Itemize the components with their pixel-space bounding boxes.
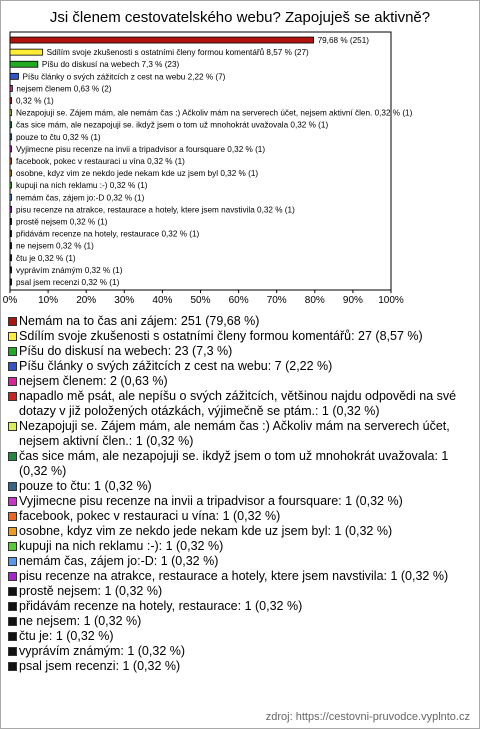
legend-text-20: psal jsem recenzi: 1 (0,32 %)	[19, 659, 181, 673]
legend-item-0	[8, 314, 470, 329]
x-tick-label-9: 90%	[342, 295, 363, 306]
legend-text-10: facebook, pokec v restauraci u vína: 1 (0,32 %)	[19, 509, 281, 523]
x-tick-label-7: 70%	[266, 295, 287, 306]
legend-swatch-1	[8, 332, 17, 341]
bar-17[interactable]	[10, 243, 12, 249]
source-credit[interactable]: zdroj: https://cestovni-pruvodce.vyplnto.cz	[265, 711, 470, 723]
legend-text-0: Nemám na to čas ani zájem: 251 (79,68 %)	[19, 314, 260, 328]
bar-4[interactable]	[10, 85, 12, 91]
legend-swatch-13	[8, 557, 17, 566]
legend-text-6: Nezapojuji se. Zájem mám, ale nemám čas :) Ačkoliv mám na serverech účet, nejsem aktivní člen.: 1 (0,32 %)	[19, 419, 450, 448]
legend-swatch-5	[8, 392, 17, 401]
legend-text-18: čtu je: 1 (0,32 %)	[19, 629, 114, 643]
legend-item-10	[8, 509, 470, 524]
legend-text-19: vyprávím známým: 1 (0,32 %)	[19, 644, 186, 658]
bar-label-4: nejsem členem 0,63 % (2)	[16, 84, 112, 94]
bar-label-3: Píšu články o svých zážitcích z cest na webu 2,22 % (7)	[22, 72, 226, 82]
legend-text-8: pouze to čtu: 1 (0,32 %)	[19, 479, 152, 493]
bar-1[interactable]	[10, 49, 43, 55]
legend-swatch-10	[8, 512, 17, 521]
legend-swatch-2	[8, 347, 17, 356]
legend-text-14: pisu recenze na atrakce, restaurace a hotely, ktere jsem navstivila: 1 (0,32 %)	[19, 569, 449, 583]
legend-item-5	[8, 389, 470, 419]
legend-item-14	[8, 569, 470, 584]
legend-text-2: Píšu do diskusí na webech: 23 (7,3 %)	[19, 344, 233, 358]
legend-item-15	[8, 584, 470, 599]
legend-item-17	[8, 614, 470, 629]
legend-item-7	[8, 449, 470, 479]
legend-item-3	[8, 359, 470, 374]
bar-label-6: Nezapojuji se. Zájem mám, ale nemám čas :) Ačkoliv mám na serverech účet, nejsem aktivní člen. 0,32 % (1)	[16, 108, 413, 118]
legend-swatch-17	[8, 617, 17, 626]
bar-20[interactable]	[10, 279, 12, 285]
x-tick-label-1: 10%	[38, 295, 59, 306]
legend-item-13	[8, 554, 470, 569]
legend-swatch-0	[8, 317, 17, 326]
bar-label-9: Vyjimecne pisu recenze na invii a tripadvisor a foursquare 0,32 % (1)	[16, 144, 266, 154]
bar-8[interactable]	[10, 134, 12, 140]
legend-item-12	[8, 539, 470, 554]
legend-item-8	[8, 479, 470, 494]
legend-swatch-15	[8, 587, 17, 596]
legend-item-19	[8, 644, 470, 659]
x-tick-label-6: 60%	[228, 295, 249, 306]
legend-item-16	[8, 599, 470, 614]
bar-12[interactable]	[10, 182, 12, 188]
bar-2[interactable]	[10, 61, 38, 67]
bar-16[interactable]	[10, 231, 12, 237]
legend-item-2	[8, 344, 470, 359]
legend-item-1	[8, 329, 470, 344]
bar-label-10: facebook, pokec v restauraci u vína 0,32 % (1)	[16, 157, 185, 166]
x-tick-label-5: 50%	[190, 295, 211, 306]
bar-label-13: nemám čas, zájem jo:-D 0,32 % (1)	[16, 193, 145, 203]
legend-swatch-8	[8, 482, 17, 491]
legend-item-6	[8, 419, 470, 449]
bar-label-8: pouze to čtu 0,32 % (1)	[16, 132, 101, 142]
legend-text-1: Sdílím svoje zkušenosti s ostatními členy formou komentářů: 27 (8,57 %)	[19, 329, 423, 343]
bar-label-1: Sdílím svoje zkušenosti s ostatními členy formou komentářů 8,57 % (27)	[46, 48, 309, 58]
legend-item-9	[8, 494, 470, 509]
bar-label-17: ne nejsem 0,32 % (1)	[16, 241, 94, 251]
legend-swatch-16	[8, 602, 17, 611]
bar-0[interactable]	[10, 37, 314, 43]
bar-chart	[0, 0, 480, 310]
legend-text-7: čas sice mám, ale nezapojuji se. ikdyž jsem o tom už mnohokrát uvažovala: 1 (0,32 %)	[19, 449, 449, 478]
legend-text-9: Vyjimecne pisu recenze na invii a tripadvisor a foursquare: 1 (0,32 %)	[19, 494, 403, 508]
legend-swatch-3	[8, 362, 17, 371]
bar-label-5: 0,32 % (1)	[16, 96, 54, 106]
x-tick-label-4: 40%	[152, 295, 173, 306]
legend-text-13: nemám čas, zájem jo:-D: 1 (0,32 %)	[19, 554, 219, 568]
bar-label-7: čas sice mám, ale nezapojuji se. ikdyž jsem o tom už mnohokrát uvažovala 0,32 % (1)	[16, 120, 329, 130]
bar-6[interactable]	[10, 110, 12, 116]
bar-label-15: prostě nejsem 0,32 % (1)	[16, 217, 108, 227]
legend-swatch-14	[8, 572, 17, 581]
legend-swatch-6	[8, 422, 17, 431]
legend-text-11: osobne, kdyz vim ze nekdo jede nekam kde uz jsem byl: 1 (0,32 %)	[19, 524, 393, 538]
legend-text-12: kupuji na nich reklamu :-): 1 (0,32 %)	[19, 539, 224, 553]
bar-label-16: přidávám recenze na hotely, restaurace 0,32 % (1)	[16, 229, 200, 239]
bar-label-14: pisu recenze na atrakce, restaurace a hotely, ktere jsem navstivila 0,32 % (1)	[16, 205, 295, 215]
legend-text-17: ne nejsem: 1 (0,32 %)	[19, 614, 142, 628]
legend-item-11	[8, 524, 470, 539]
bar-label-12: kupuji na nich reklamu :-) 0,32 % (1)	[16, 181, 148, 191]
legend-text-3: Píšu články o svých zážitcích z cest na webu: 7 (2,22 %)	[19, 359, 333, 373]
bar-9[interactable]	[10, 146, 12, 152]
legend-text-4: nejsem členem: 2 (0,63 %)	[19, 374, 168, 388]
legend-swatch-18	[8, 632, 17, 641]
x-tick-label-8: 80%	[304, 295, 325, 306]
chart-title: Jsi členem cestovatelského webu? Zapojuješ se aktivně?	[49, 9, 431, 26]
bar-13[interactable]	[10, 194, 12, 200]
chart-legend	[8, 314, 470, 674]
bar-label-20: psal jsem recenzi 0,32 % (1)	[16, 277, 120, 287]
legend-swatch-7	[8, 452, 17, 461]
legend-text-5: napadlo mě psát, ale nepíšu o svých zážitcích, většinou najdu odpovědi na své dotazy v již položených otázkách, výjimečně se ptám.: 1 (0,32 %)	[19, 389, 457, 418]
bar-10[interactable]	[10, 158, 12, 164]
bar-5[interactable]	[10, 98, 12, 104]
bar-15[interactable]	[10, 218, 12, 224]
legend-swatch-11	[8, 527, 17, 536]
bar-label-2: Píšu do diskusí na webech 7,3 % (23)	[41, 60, 180, 70]
legend-item-4	[8, 374, 470, 389]
x-tick-label-2: 20%	[76, 295, 97, 306]
x-tick-label-10: 100%	[378, 295, 404, 306]
legend-swatch-20	[8, 662, 17, 671]
x-tick-label-3: 30%	[114, 295, 135, 306]
legend-text-15: prostě nejsem: 1 (0,32 %)	[19, 584, 163, 598]
bar-label-0: 79,68 % (251)	[317, 36, 370, 46]
legend-swatch-19	[8, 647, 17, 656]
legend-swatch-12	[8, 542, 17, 551]
bar-label-11: osobne, kdyz vim ze nekdo jede nekam kde uz jsem byl 0,32 % (1)	[16, 169, 259, 179]
bar-label-18: čtu je 0,32 % (1)	[16, 253, 76, 263]
legend-item-18	[8, 629, 470, 644]
bar-19[interactable]	[10, 267, 12, 273]
x-tick-label-0: 0%	[2, 295, 18, 306]
legend-swatch-4	[8, 377, 17, 386]
bar-3[interactable]	[10, 73, 18, 79]
legend-item-20	[8, 659, 470, 674]
bar-18[interactable]	[10, 255, 12, 261]
bar-7[interactable]	[10, 122, 12, 128]
bar-14[interactable]	[10, 206, 12, 212]
bar-11[interactable]	[10, 170, 12, 176]
legend-text-16: přidávám recenze na hotely, restaurace: 1 (0,32 %)	[19, 599, 303, 613]
legend-swatch-9	[8, 497, 17, 506]
bar-label-19: vyprávím známým 0,32 % (1)	[16, 265, 123, 275]
